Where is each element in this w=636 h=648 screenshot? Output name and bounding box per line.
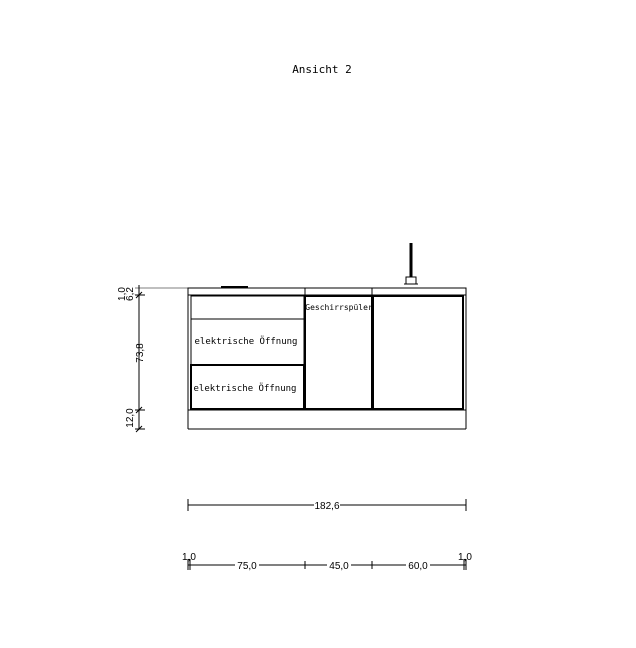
dim-middle: 73,8 [135,343,146,363]
dim-bottom: 12,0 [125,408,136,428]
faucet [404,243,418,284]
dim-top-1: 1,0 [117,287,128,301]
dim-right-edge: 1,0 [458,552,472,563]
worktop [188,288,466,295]
drawer-upper-label: elektrische Öffnung [194,337,298,347]
dim-seg-3: 60,0 [408,561,428,572]
top-panel [191,296,304,319]
drawer-lower-label: elektrische Öffnung [193,384,297,394]
dim-total: 182,6 [314,501,340,512]
view-title: Ansicht 2 [292,63,352,76]
dishwasher-label: Geschirrspüler [305,303,373,312]
sink-cabinet-door [373,296,463,409]
dim-top-2: 6,2 [125,287,136,301]
dim-seg-2: 45,0 [329,561,349,572]
dishwasher-front [305,296,372,409]
dim-left-edge: 1,0 [182,552,196,563]
dim-seg-1: 75,0 [237,561,257,572]
